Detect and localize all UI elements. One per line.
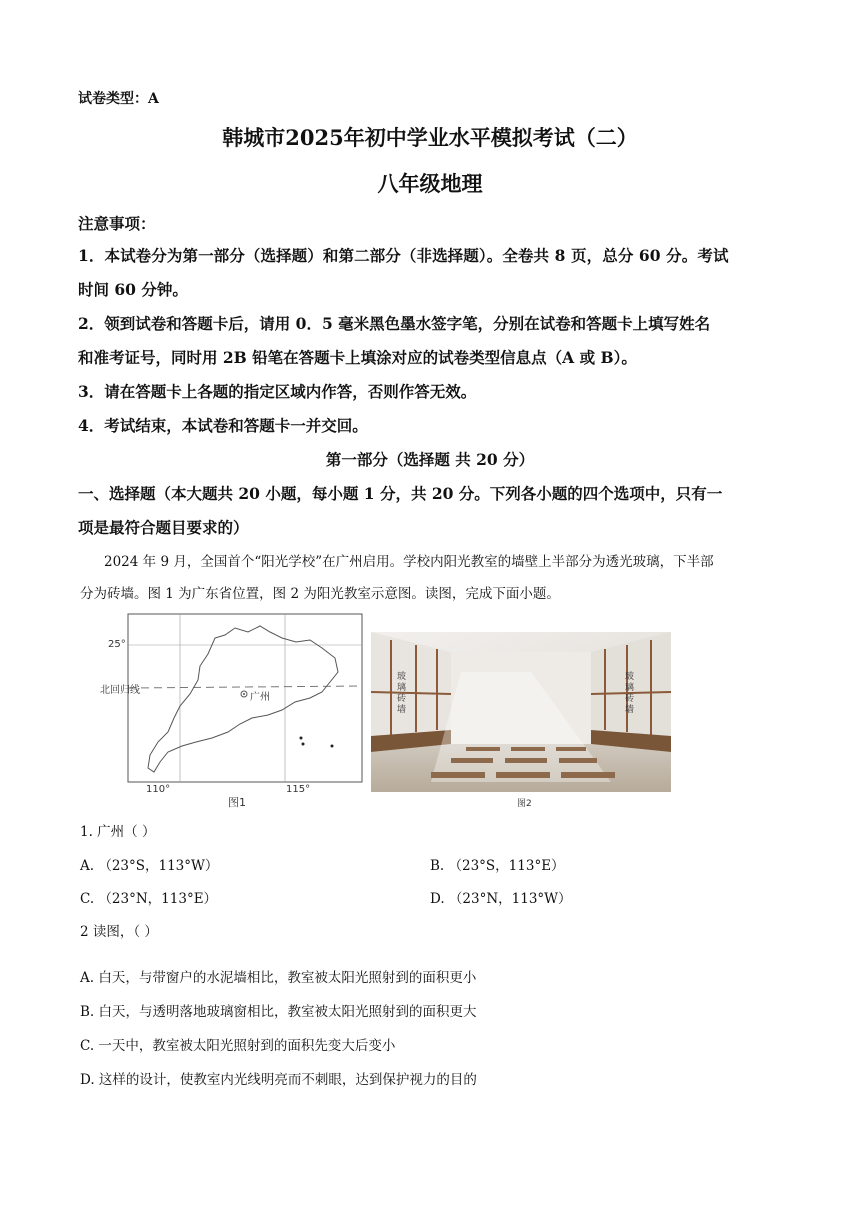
- note-line-2: 时间 60 分钟。: [78, 280, 188, 299]
- lon-110-label: 110°: [146, 784, 171, 795]
- figure-2-caption: 图2: [517, 799, 532, 809]
- note-line-6: 4．考试结束，本试卷和答题卡一并交回。: [78, 416, 368, 435]
- right-wall-label: 玻璃砖墙: [625, 672, 635, 715]
- tropic-label: 北回归线: [100, 685, 140, 696]
- note-line-5: 3．请在答题卡上各题的指定区域内作答，否则作答无效。: [78, 382, 477, 401]
- intro-line-2: 分为砖墙。图 1 为广东省位置，图 2 为阳光教室示意图。读图，完成下面小题。: [80, 586, 560, 602]
- figure-2-classroom: [371, 632, 671, 810]
- exam-subtitle: 八年级地理: [377, 171, 483, 196]
- notes-heading: 注意事项：: [78, 214, 156, 233]
- lat-25-label: 25°: [108, 639, 126, 650]
- q2-option-d[interactable]: D. 这样的设计，使教室内光线明亮而不刺眼，达到保护视力的目的: [80, 1072, 477, 1088]
- part1-instruction-2: 项是最符合题目要求的）: [78, 518, 249, 537]
- q1-option-d[interactable]: D. （23°N，113°W）: [430, 891, 572, 907]
- left-wall-label: 玻璃砖墙: [397, 672, 407, 715]
- note-line-4: 和准考证号，同时用 2B 铅笔在答题卡上填涂对应的试卷类型信息点（A 或 B）。: [78, 348, 637, 367]
- q1-option-b[interactable]: B. （23°S，113°E）: [430, 858, 565, 874]
- lon-115-label: 115°: [286, 784, 311, 795]
- part1-instruction-1: 一、选择题（本大题共 20 小题，每小题 1 分，共 20 分。下列各小题的四个选项中，只有一: [78, 484, 723, 503]
- q2-option-c[interactable]: C. 一天中，教室被太阳光照射到的面积先变大后变小: [80, 1038, 396, 1054]
- paper-type: 试卷类型：A: [78, 91, 159, 107]
- note-line-3: 2．领到试卷和答题卡后，请用 0．5 毫米黑色墨水签字笔，分别在试卷和答题卡上填写姓名: [78, 314, 711, 333]
- exam-title: 韩城市2025年初中学业水平模拟考试（二）: [222, 125, 638, 150]
- intro-line-1: 2024 年 9 月，全国首个“阳光学校”在广州启用。学校内阳光教室的墙壁上半部分为透光玻璃，下半部: [104, 554, 714, 570]
- q2-option-a[interactable]: A. 白天，与带窗户的水泥墙相比，教室被太阳光照射到的面积更小: [80, 970, 477, 986]
- figure-1-map: [100, 610, 366, 810]
- q2-option-b[interactable]: B. 白天，与透明落地玻璃窗相比，教室被太阳光照射到的面积更大: [80, 1004, 477, 1020]
- figure-1-caption: 图1: [228, 796, 246, 809]
- q2-stem: 2 读图，（ ）: [80, 924, 158, 940]
- note-line-1: 1．本试卷分为第一部分（选择题）和第二部分（非选择题）。全卷共 8 页，总分 60 分。考试: [78, 246, 729, 265]
- q1-stem: 1. 广州（ ）: [80, 824, 156, 840]
- q1-option-a[interactable]: A. （23°S，113°W）: [80, 858, 219, 874]
- part1-heading: 第一部分（选择题 共 20 分）: [325, 450, 535, 469]
- guangzhou-label: 广州: [250, 692, 270, 703]
- q1-option-c[interactable]: C. （23°N，113°E）: [80, 891, 218, 907]
- guangdong-map-svg: [100, 610, 366, 810]
